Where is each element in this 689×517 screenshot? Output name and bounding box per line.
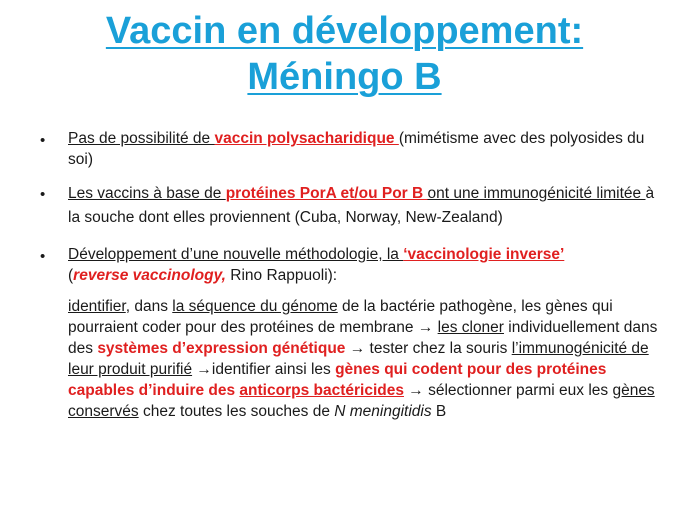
bullet-dot: • bbox=[40, 132, 46, 149]
bullet-3-paren: ( bbox=[68, 267, 74, 284]
para-seg-13: → sélectionner parmi eux les bbox=[403, 382, 613, 399]
title-line-2: Méningo B bbox=[247, 56, 442, 98]
bullet-2-highlight: protéines PorA et/ou Por B bbox=[225, 185, 428, 202]
para-seg-17: B bbox=[431, 403, 447, 420]
bullet-text-2 bbox=[68, 182, 668, 230]
para-immunogenicity: l’immunogénicité de leur produit purifié bbox=[68, 340, 649, 378]
para-expression: systèmes d’expression génétique bbox=[97, 340, 346, 357]
para-conserved: gènes conservés bbox=[68, 382, 655, 420]
bullet-2-rest: à la souche dont elles proviennent (Cuba, Norway, New-Zealand) bbox=[68, 185, 655, 226]
para-identifier: identifier bbox=[68, 298, 126, 315]
bullet-text-1 bbox=[68, 128, 668, 170]
para-seg-10: →identifier ainsi les bbox=[192, 361, 336, 378]
bullet-3-intro: Développement d’une nouvelle méthodologie, la bbox=[68, 246, 404, 263]
para-genome: la séquence du génome bbox=[172, 298, 338, 315]
title-line-1: Vaccin en développement: bbox=[105, 10, 584, 52]
bullet-3-italic: reverse vaccinology, bbox=[73, 267, 231, 284]
slide-title bbox=[0, 8, 689, 100]
para-antibodies: anticorps bactéricides bbox=[239, 382, 404, 399]
para-seg-6: individuellement dans des bbox=[68, 319, 658, 357]
bullet-dot: • bbox=[40, 186, 46, 203]
para-seg-8: → tester chez la souris bbox=[345, 340, 512, 357]
bullet-text-3 bbox=[68, 244, 668, 286]
para-cloner: les cloner bbox=[437, 319, 504, 336]
para-seg-15: chez toutes les souches de bbox=[138, 403, 335, 420]
bullet-dot: • bbox=[40, 248, 46, 265]
bullet-3-author: Rino Rappuoli): bbox=[230, 267, 338, 284]
para-seg-4: de la bactérie pathogène, les gènes qui pourraient coder pour des protéines de membrane → bbox=[68, 298, 613, 336]
bullet-1-highlight: vaccin polysacharidique bbox=[214, 130, 399, 147]
bullet-3-highlight: ‘vaccinologie inverse’ bbox=[403, 246, 565, 263]
bullet-1-intro: Pas de possibilité de bbox=[68, 130, 215, 147]
bullet-2-underlined: ont une immunogénicité limitée bbox=[427, 185, 646, 202]
para-species: N meningitidis bbox=[334, 403, 432, 420]
bullet-1-rest: (mimétisme avec des polyosides du soi) bbox=[68, 130, 645, 168]
para-seg-2: , dans bbox=[125, 298, 173, 315]
method-paragraph bbox=[68, 296, 668, 422]
bullet-2-intro: Les vaccins à base de bbox=[68, 185, 226, 202]
para-genes-code: gènes qui codent pour des protéines capables d’induire des bbox=[68, 361, 607, 399]
